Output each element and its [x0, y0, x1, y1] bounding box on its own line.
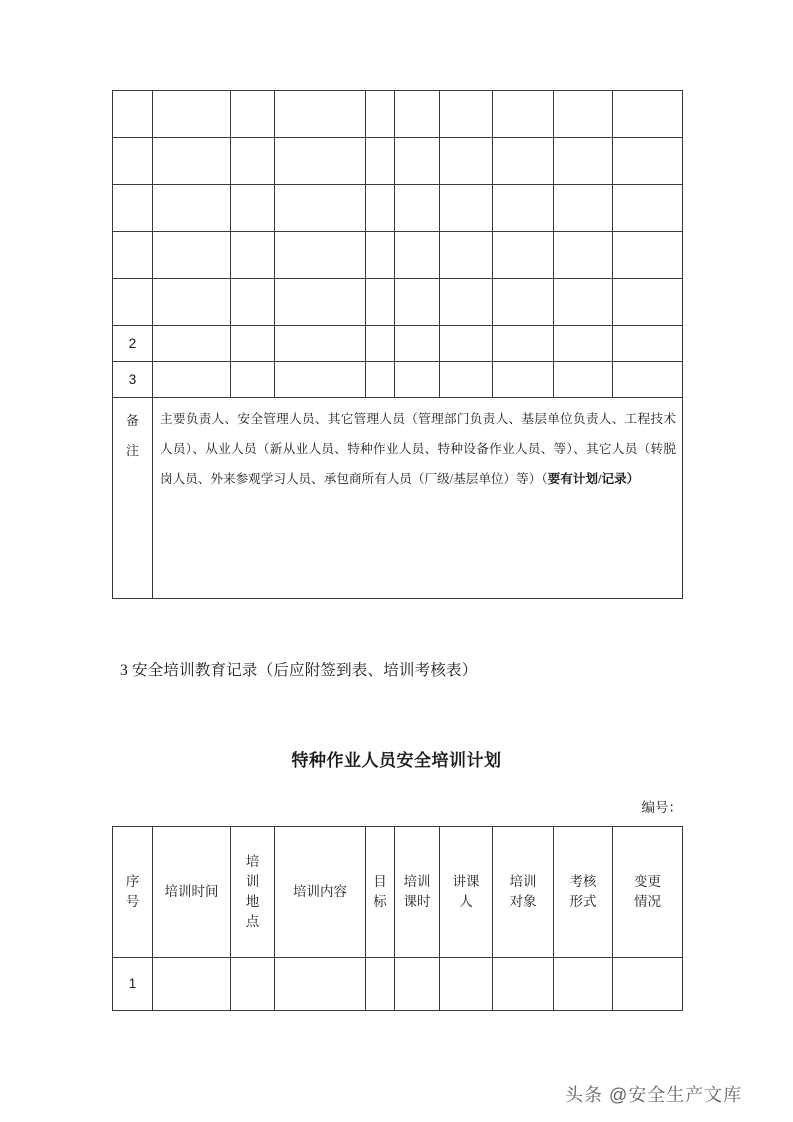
cell-assessment-form[interactable]	[554, 232, 613, 279]
column-header-training-hours-line-2: 课时	[403, 894, 431, 909]
cell-lecturer[interactable]	[440, 958, 493, 1011]
table-row	[113, 279, 683, 326]
cell-training-content[interactable]	[275, 362, 366, 398]
cell-trainee[interactable]	[493, 326, 554, 362]
column-header-training-hours-line-1: 培训	[403, 873, 431, 889]
cell-training-content[interactable]	[275, 91, 366, 138]
cell-training-place[interactable]	[231, 326, 275, 362]
column-header-goal-line-1: 目	[373, 873, 387, 889]
cell-seq: 1	[113, 958, 153, 1011]
cell-assessment-form[interactable]	[554, 91, 613, 138]
column-header-training-time-line-1: 培训时间	[164, 883, 219, 899]
column-header-change-status-line-2: 情况	[634, 894, 661, 909]
cell-training-place[interactable]	[231, 91, 275, 138]
cell-lecturer[interactable]	[440, 279, 493, 326]
cell-goal[interactable]	[366, 232, 395, 279]
cell-training-content[interactable]	[275, 185, 366, 232]
remarks-label	[113, 398, 153, 599]
cell-trainee[interactable]	[493, 362, 554, 398]
column-header-change-status	[613, 827, 683, 958]
cell-training-hours[interactable]	[395, 958, 440, 1011]
training-plan-table-continued	[112, 90, 683, 599]
cell-training-content[interactable]	[275, 138, 366, 185]
remarks-label-char-2: 注	[125, 443, 139, 458]
table-row	[113, 326, 683, 362]
cell-change-status[interactable]	[613, 138, 683, 185]
cell-training-content[interactable]	[275, 279, 366, 326]
column-header-lecturer-line-1: 讲课	[452, 873, 480, 889]
cell-goal[interactable]	[366, 91, 395, 138]
table-header-row	[113, 827, 683, 958]
cell-trainee[interactable]	[493, 185, 554, 232]
cell-training-hours[interactable]	[395, 91, 440, 138]
column-header-training-time	[153, 827, 231, 958]
cell-trainee[interactable]	[493, 232, 554, 279]
column-header-lecturer	[440, 827, 493, 958]
cell-assessment-form[interactable]	[554, 279, 613, 326]
column-header-training-hours	[395, 827, 440, 958]
cell-lecturer[interactable]	[440, 138, 493, 185]
remarks-text-bold: 要有计划/记录）	[547, 472, 640, 486]
cell-training-time[interactable]	[153, 958, 231, 1011]
cell-seq: 3	[113, 362, 153, 398]
cell-goal[interactable]	[366, 362, 395, 398]
cell-change-status[interactable]	[613, 279, 683, 326]
cell-seq[interactable]	[113, 232, 153, 279]
column-header-assessment-form-line-2: 形式	[569, 894, 597, 909]
cell-change-status[interactable]	[613, 958, 683, 1011]
table-row	[113, 138, 683, 185]
column-header-goal-line-2: 标	[373, 894, 387, 909]
cell-lecturer[interactable]	[440, 362, 493, 398]
remarks-text-normal: 主要负责人、安全管理人员、其它管理人员（管理部门负责人、基层单位负责人、工程技术人员）、从业人员（新从业人员、特种作业人员、特种设备作业人员、等）、其它人员（转脱岗人员、外来参观学习人员、承包商所有人员（厂级/基层单位）等）（	[160, 412, 676, 486]
remarks-text-cell[interactable]	[153, 398, 683, 599]
table-row	[113, 232, 683, 279]
cell-assessment-form[interactable]	[554, 138, 613, 185]
cell-training-hours[interactable]	[395, 138, 440, 185]
cell-assessment-form[interactable]	[554, 958, 613, 1011]
cell-seq[interactable]	[113, 138, 153, 185]
cell-assessment-form[interactable]	[554, 326, 613, 362]
cell-lecturer[interactable]	[440, 91, 493, 138]
column-header-training-place-line-4: 点	[245, 914, 260, 930]
cell-training-hours[interactable]	[395, 362, 440, 398]
cell-training-hours[interactable]	[395, 232, 440, 279]
table-row	[113, 958, 683, 1011]
cell-training-time[interactable]	[153, 326, 231, 362]
table-row	[113, 91, 683, 138]
column-header-trainee-line-2: 对象	[509, 894, 537, 909]
column-header-lecturer-line-2: 人	[459, 894, 473, 909]
cell-goal[interactable]	[366, 185, 395, 232]
cell-training-hours[interactable]	[395, 279, 440, 326]
cell-trainee[interactable]	[493, 279, 554, 326]
cell-goal[interactable]	[366, 279, 395, 326]
column-header-training-place-line-3: 地	[245, 894, 260, 909]
column-header-goal	[366, 827, 395, 958]
cell-goal[interactable]	[366, 958, 395, 1011]
cell-training-time[interactable]	[153, 279, 231, 326]
cell-trainee[interactable]	[493, 91, 554, 138]
column-header-seq	[113, 827, 153, 958]
page-title: 特种作业人员安全培训计划	[291, 751, 502, 770]
column-header-training-place-line-2: 训	[245, 873, 260, 889]
cell-change-status[interactable]	[613, 185, 683, 232]
cell-goal[interactable]	[366, 326, 395, 362]
cell-change-status[interactable]	[613, 326, 683, 362]
column-header-training-content-line-1: 培训内容	[293, 883, 347, 899]
column-header-trainee-line-1: 培训	[509, 873, 537, 889]
cell-lecturer[interactable]	[440, 326, 493, 362]
cell-training-content[interactable]	[275, 326, 366, 362]
column-header-seq-line-1: 序	[125, 873, 140, 889]
serial-number-label: 编号：	[641, 800, 682, 815]
cell-training-time[interactable]	[153, 138, 231, 185]
section-heading: 3 安全培训教育记录（后应附签到表、培训考核表）	[120, 662, 478, 679]
column-header-change-status-line-1: 变更	[634, 873, 661, 889]
cell-training-place[interactable]	[231, 232, 275, 279]
cell-training-place[interactable]	[231, 138, 275, 185]
cell-change-status[interactable]	[613, 91, 683, 138]
column-header-assessment-form-line-1: 考核	[569, 873, 597, 889]
cell-training-content[interactable]	[275, 958, 366, 1011]
cell-seq[interactable]	[113, 279, 153, 326]
cell-training-hours[interactable]	[395, 326, 440, 362]
cell-seq[interactable]	[113, 185, 153, 232]
column-header-training-place	[231, 827, 275, 958]
cell-assessment-form[interactable]	[554, 362, 613, 398]
cell-training-place[interactable]	[231, 279, 275, 326]
cell-lecturer[interactable]	[440, 185, 493, 232]
cell-training-place[interactable]	[231, 185, 275, 232]
cell-change-status[interactable]	[613, 362, 683, 398]
cell-training-content[interactable]	[275, 232, 366, 279]
remarks-label-char-1: 备	[125, 413, 139, 428]
cell-training-time[interactable]	[153, 91, 231, 138]
cell-training-time[interactable]	[153, 232, 231, 279]
cell-training-time[interactable]	[153, 185, 231, 232]
remarks-row	[113, 398, 683, 599]
cell-training-hours[interactable]	[395, 185, 440, 232]
column-header-trainee	[493, 827, 554, 958]
table-row	[113, 185, 683, 232]
cell-training-place[interactable]	[231, 362, 275, 398]
column-header-seq-line-2: 号	[125, 894, 140, 909]
column-header-training-place-line-1: 培	[245, 853, 260, 869]
cell-lecturer[interactable]	[440, 232, 493, 279]
table-row	[113, 362, 683, 398]
column-header-training-content	[275, 827, 366, 958]
cell-trainee[interactable]	[493, 958, 554, 1011]
cell-training-time[interactable]	[153, 362, 231, 398]
special-operation-training-plan-table	[112, 826, 683, 1011]
cell-training-place[interactable]	[231, 958, 275, 1011]
column-header-assessment-form	[554, 827, 613, 958]
cell-seq: 2	[113, 326, 153, 362]
cell-change-status[interactable]	[613, 232, 683, 279]
cell-trainee[interactable]	[493, 138, 554, 185]
watermark-text: 头条 @安全生产文库	[565, 1085, 743, 1105]
cell-goal[interactable]	[366, 138, 395, 185]
cell-assessment-form[interactable]	[554, 185, 613, 232]
cell-seq[interactable]	[113, 91, 153, 138]
